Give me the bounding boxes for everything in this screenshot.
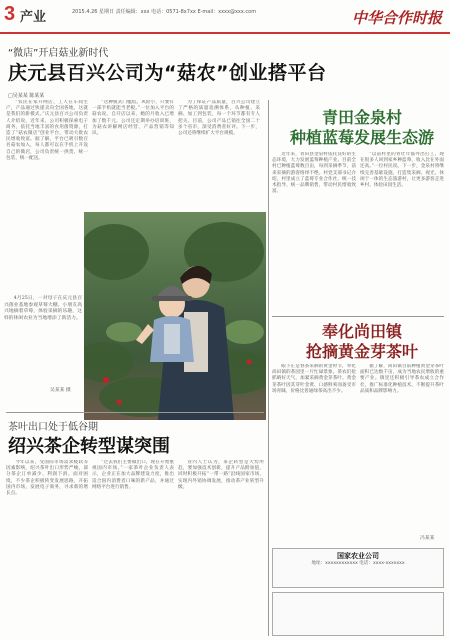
- lead-text-1: “农民在家开网店，工人在车间生产，产品通过快递卖向全国各地，这就是我们的新模式。”庆元县百兴公司负责人介绍说。近年来，公司积极探索电子商务，依托当地丰富的食用菌资源，打造了“菇农微店”创业平台，带动大批农民增收致富。据了解，平台已吸引数百名菇农加入，每人都可以在手机上开设自己的微店，公司负责统一供货、统一包装、统一配送。: [6, 100, 88, 161]
- masthead: 中华合作时报: [351, 9, 442, 27]
- bottom-column-1: [6, 460, 88, 636]
- right-story-2-headline-line2: 抢摘黄金芽茶叶: [305, 342, 418, 361]
- right-story-2-credit: 冯某某: [420, 536, 435, 541]
- right-story-1-headline-line1: 青田金泉村: [321, 108, 402, 127]
- right-story-1-headline: [282, 108, 442, 148]
- right-story-2-text-2: 据了解，尚田镇目前种植黄金芽茶叶面积已达数千亩，成为当地农民增收的重要产业。镇里还积极引导茶农成立合作社，推广标准化种植技术，不断提升茶叶品质和品牌影响力。: [360, 364, 444, 394]
- section-divider: [6, 412, 264, 413]
- page-number: 3: [4, 3, 16, 25]
- lead-headline: 庆元县百兴公司为“菇农”创业搭平台: [8, 62, 327, 84]
- bottom-kicker: 茶叶出口处于低谷期: [8, 422, 98, 433]
- right-story-2-headline-line1: 奉化尚田镇: [321, 322, 402, 341]
- column-divider: [268, 100, 269, 636]
- bottom-text-2: “过去我们主要做出口，现在开始重视国内市场。”一家茶叶企业负责人表示，企业正在加大品牌建设力度，推出适合国内消费者口味的新产品，并通过网络平台进行销售。: [92, 460, 174, 490]
- bottom-headline: 绍兴茶企转型谋突围: [8, 436, 170, 457]
- right-story-1-text-1: 近年来，青田县金泉村依托良好的生态环境，大力发展蓝莓种植产业。目前全村已种植蓝莓数百亩，每到采摘季节，前来采摘的游客络绎不绝。村党支部书记介绍，村里成立了蓝莓专业合作社，统一技术指导、统一品牌销售，带动村民增收致富。: [272, 152, 356, 195]
- bottom-text-3: 业内人士认为，茶企转型是大势所趋，要加强技术创新，提升产品附加值，同时积极开拓“一带一路”沿线国家市场，实现内外销协调发展，推动茶产业转型升级。: [178, 460, 264, 490]
- right-story-1-column-2: [360, 152, 444, 328]
- advertisement-1: [272, 548, 444, 588]
- bottom-text-1: 今年以来，受国际市场需求疲软等因素影响，绍兴茶叶出口形势严峻，部分茶企订单减少、利润下滑。面对困境，不少茶企积极转变发展思路，开拓国内市场，发展电子商务，寻求新的增长点。: [6, 460, 88, 497]
- page-header: [0, 0, 450, 34]
- section-title: 产业: [20, 10, 47, 25]
- bottom-column-2: [92, 460, 174, 636]
- ad-1-title: 国家农业公司: [337, 552, 379, 560]
- advertisement-2: [272, 592, 444, 636]
- lead-text-2: “这种模式门槛低、风险小，只要有一部手机就能当老板。”一位加入平台的菇农说。自开店以来，她的月收入已增加了数千元。公司还定期举办培训班，为菇农讲解网店经营、产品营销等知识。: [92, 100, 174, 137]
- ad-1-line-1: 地址：xxxxxxxxxxxx 电话：xxxx-xxxxxxx: [311, 561, 405, 566]
- lead-text-3: 为了保证产品质量，百兴公司建立了严格的质量追溯体系，从种植、采摘、加工到包装，每一个环节都有专人把关。目前，公司产品已销往全国二十多个省市，深受消费者好评。下一步，公司还将继续扩大平台规模。: [178, 100, 260, 137]
- bottom-column-3: [178, 460, 264, 636]
- header-meta: 2015.4.26 星期日 责任编辑：xxx 电话：0571-8x7xx E-mail：xxxx@xxx.com: [72, 9, 257, 15]
- right-story-1-text-2: “以前村里的青壮年都外出打工，现在很多人回到家乡种蓝莓，收入比在外面还高。”一位村民说。下一步，金泉村将继续完善基础设施，打造集采摘、观光、休闲于一体的生态旅游村，让更多游客走进乡村、体验田园生活。: [360, 152, 444, 189]
- right-story-2-text-1: 眼下正是春茶采摘的黄金时节，奉化尚田镇的茶园里一片忙碌景象。茶农们抢抓晴好天气，加紧采摘黄金芽茶叶。黄金芽茶叶因其芽叶金黄、口感鲜爽而备受市场青睐，价格比普通绿茶高出不少。: [272, 364, 356, 394]
- lead-column-3: [178, 100, 260, 216]
- right-story-1-headline-line2: 种植蓝莓发展生态游: [289, 128, 434, 147]
- lead-photo: [84, 212, 266, 420]
- photo-caption-text: 4月25日，一对母子在庆元县百兴菌业基地参观草莓大棚。小朋友高兴地摘着草莓，体验采摘的乐趣，这样的休闲农业为当地增添了新活力。: [4, 296, 82, 321]
- lead-column-2: [92, 100, 174, 216]
- photo-caption: [4, 296, 82, 322]
- right-story-2-headline: [282, 322, 442, 362]
- lead-column-1: [6, 100, 88, 312]
- lead-kicker: “微店”开启菇业新时代: [8, 48, 109, 59]
- right-story-2-column-1: [272, 364, 356, 534]
- right-story-1-column-1: [272, 152, 356, 328]
- photo-credit: 吴某某 摄: [50, 388, 71, 393]
- lead-byline: □吴某某 陈某某: [8, 93, 45, 99]
- right-story-2-column-2: [360, 364, 444, 534]
